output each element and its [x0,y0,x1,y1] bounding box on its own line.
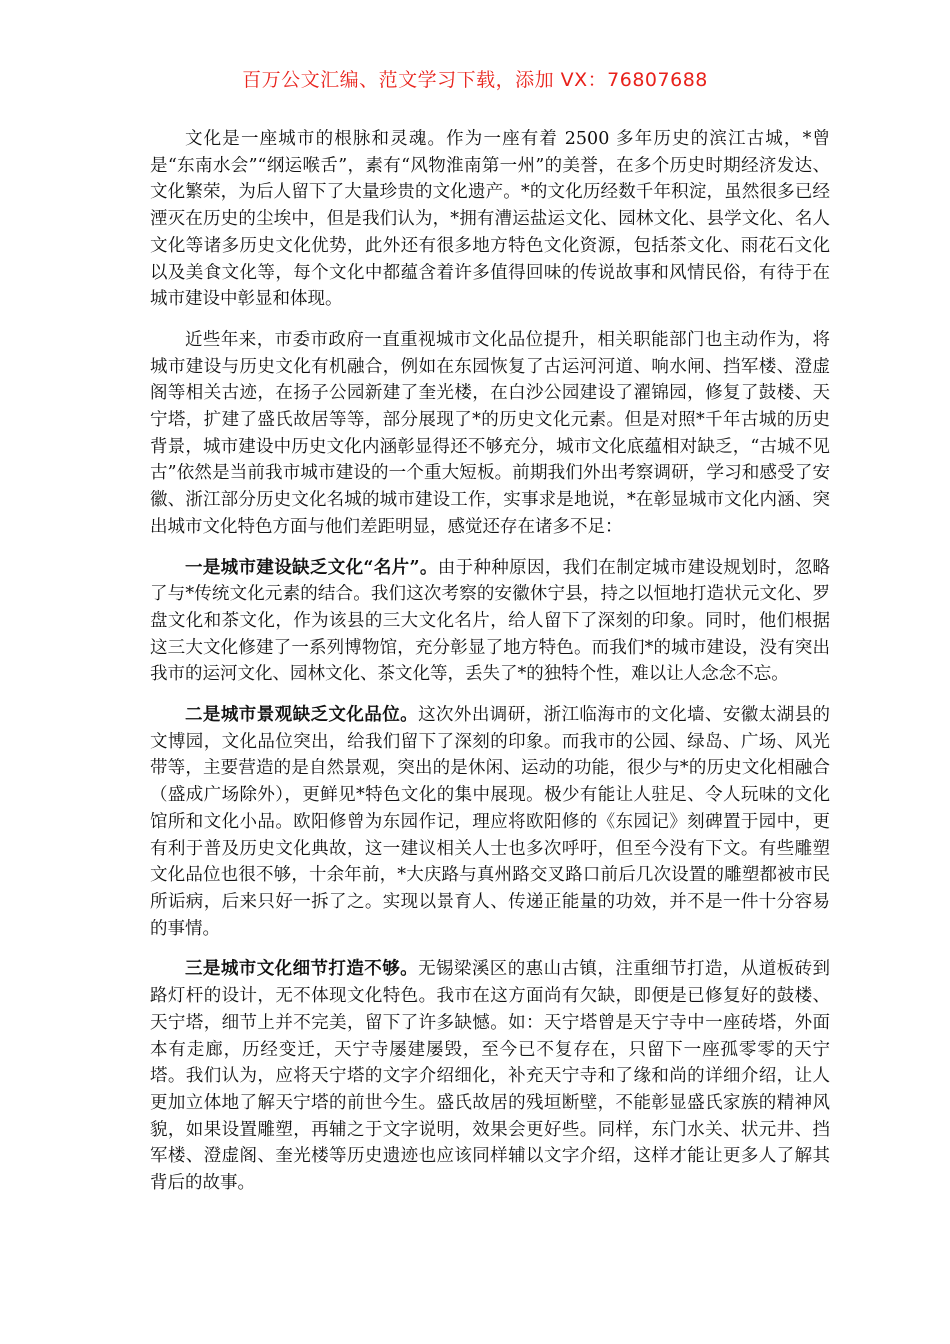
paragraph-point-2 [150,702,830,942]
paragraph-text: 文化是一座城市的根脉和灵魂。作为一座有着 2500 多年历史的滨江古城，*曾是“东南水会”“纲运喉舌”，素有“风物淮南第一州”的美誉，在多个历史时期经济发达、文化繁荣，为后人留下了大量珍贵的文化遗产。*的文化历经数千年积淀，虽然很多已经湮灭在历史的尘埃中，但是我们认为，*拥有漕运盐运文化、园林文化、县学文化、名人文化等诸多历史文化优势，此外还有很多地方特色文化资源，包括茶文化、雨花石文化以及美食文化等，每个文化中都蕴含着许多值得回味的传说故事和风情民俗，有待于在城市建设中彰显和体现。 [150,129,830,310]
paragraph-lead: 二是城市景观缺乏文化品位。 [185,705,419,726]
paragraph-lead: 一是城市建设缺乏文化“名片”。 [185,557,438,578]
paragraph-lead: 三是城市文化细节打造不够。 [185,959,419,980]
paragraph-intro [150,126,830,313]
document-body [150,126,830,1211]
paragraph-point-1 [150,555,830,689]
paragraph-text: 近些年来，市委市政府一直重视城市文化品位提升，相关职能部门也主动作为，将城市建设与历史文化有机融合，例如在东园恢复了古运河河道、响水闸、挡军楼、澄虚阁等相关古迹，在扬子公园新建了奎光楼，在白沙公园建设了濯锦园，修复了鼓楼、天宁塔，扩建了盛氏故居等等，部分展现了*的历史文化元素。但是对照*千年古城的历史背景，城市建设中历史文化内涵彰显得还不够充分，城市文化底蕴相对缺乏，“古城不见古”依然是当前我市城市建设的一个重大短板。前期我们外出考察调研，学习和感受了安徽、浙江部分历史文化名城的城市建设工作，实事求是地说，*在彰显城市文化内涵、突出城市文化特色方面与他们差距明显，感觉还存在诸多不足： [150,329,830,537]
paragraph-point-3 [150,956,830,1196]
paragraph-text: 由于种种原因，我们在制定城市建设规划时，忽略了与*传统文化元素的结合。我们这次考察的安徽休宁县，持之以恒地打造状元文化、罗盘文化和茶文化，作为该县的三大文化名片，给人留下了深刻的印象。同时，他们根据这三大文化修建了一系列博物馆，充分彰显了地方特色。而我们*的城市建设，没有突出我市的运河文化、园林文化、茶文化等，丢失了*的独特个性，难以让人念念不忘。 [150,557,830,685]
paragraph-text: 无锡梁溪区的惠山古镇，注重细节打造，从道板砖到路灯杆的设计，无不体现文化特色。我市在这方面尚有欠缺，即便是已修复好的鼓楼、天宁塔，细节上并不完美，留下了许多缺憾。如：天宁塔曾是天宁寺中一座砖塔，外面本有走廊，历经变迁，天宁寺屡建屡毁，至今已不复存在，只留下一座孤零零的天宁塔。我们认为，应将天宁塔的文字介绍细化，补充天宁寺和了缘和尚的详细介绍，让人更加立体地了解天宁塔的前世今生。盛氏故居的残垣断壁，不能彰显盛氏家族的精神风貌，如果设置雕塑，再辅之于文字说明，效果会更好些。同样，东门水关、状元井、挡军楼、澄虚阁、奎光楼等历史遗迹也应该同样辅以文字介绍，这样才能让更多人了解其背后的故事。 [150,959,831,1194]
paragraph-background [150,327,830,541]
paragraph-text: 这次外出调研，浙江临海市的文化墙、安徽太湖县的文博园，文化品位突出，给我们留下了深刻的印象。而我市的公园、绿岛、广场、风光带等，主要营造的是自然景观，突出的是休闲、运动的功能，很少与*的历史文化相融合（盛成广场除外），更鲜见*特色文化的集中展现。极少有能让人驻足、令人玩味的文化馆所和文化小品。欧阳修曾为东园作记，理应将欧阳修的《东园记》刻碑置于园中，更有利于普及历史文化典故，这一建议相关人士也多次呼吁，但至今没有下文。有些雕塑文化品位也很不够，十余年前，*大庆路与真州路交叉路口前后几次设置的雕塑都被市民所诟病，后来只好一拆了之。实现以景育人、传递正能量的功效，并不是一件十分容易的事情。 [150,705,831,939]
header-banner: 百万公文汇编、范文学习下载，添加 VX：76807688 [242,69,708,91]
